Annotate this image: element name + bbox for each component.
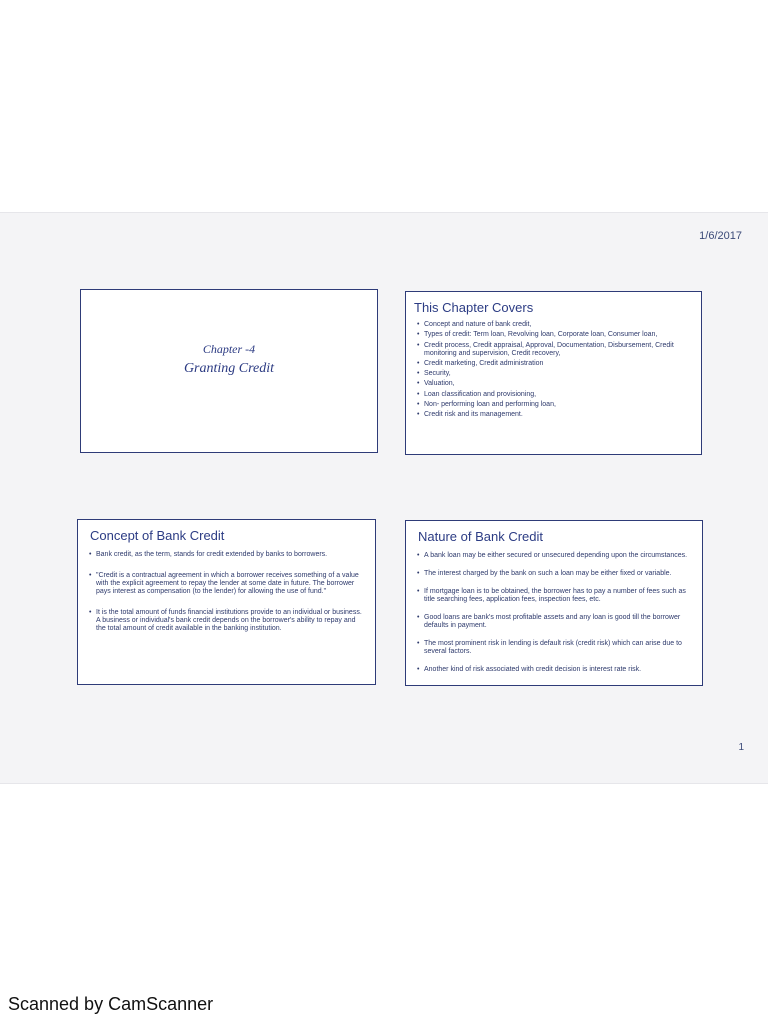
list-item: • Loan classification and provisioning,: [418, 391, 691, 399]
chapter-number: Chapter -4: [202, 342, 256, 356]
bullet-list: [406, 552, 702, 674]
handout-date: 1/6/2017: [699, 230, 742, 242]
list-item: • Good loans are bank's most profitable assets and any loan is good till the borrower defaults in payment.: [418, 614, 692, 630]
title-block: [81, 342, 377, 377]
slide-heading: Nature of Bank Credit: [418, 529, 544, 544]
slide-nature-bank-credit: [405, 520, 703, 686]
list-item: • Credit process, Credit appraisal, Approval, Documentation, Disbursement, Credit monitoring and supervision, Credit recovery,: [418, 342, 691, 358]
list-item: • Concept and nature of bank credit,: [418, 321, 691, 329]
list-item: • Valuation,: [418, 380, 691, 388]
list-item: • Credit marketing, Credit administration: [418, 360, 691, 368]
list-item: • The interest charged by the bank on such a loan may be either fixed or variable.: [418, 570, 692, 578]
list-item: • "Credit is a contractual agreement in which a borrower receives something of a value with the explicit agreement to repay the lender at some date in future. The borrower pays interest as compensation (to the lender) for allowing the use of fund.": [90, 572, 365, 596]
list-item: • Another kind of risk associated with credit decision is interest rate risk.: [418, 666, 692, 674]
chapter-title: Granting Credit: [183, 361, 275, 376]
list-item: • Security,: [418, 370, 691, 378]
list-item: • It is the total amount of funds financial institutions provide to an individual or business. A business or individual's bank credit depends on the borrower's ability to repay and the total amount of credit available in the banking institution.: [90, 609, 365, 633]
slide-concept-bank-credit: [77, 519, 376, 685]
slide-heading: This Chapter Covers: [414, 300, 534, 315]
slide-chapter-covers: [405, 291, 702, 455]
page-number: 1: [738, 742, 744, 753]
list-item: • If mortgage loan is to be obtained, the borrower has to pay a number of fees such as title searching fees, application fees, inspection fees, etc.: [418, 588, 692, 604]
list-item: • Types of credit: Term loan, Revolving loan, Corporate loan, Consumer loan,: [418, 331, 691, 339]
scanned-handout-page: [0, 212, 768, 784]
list-item: • A bank loan may be either secured or unsecured depending upon the circumstances.: [418, 552, 692, 560]
list-item: • Bank credit, as the term, stands for credit extended by banks to borrowers.: [90, 551, 365, 559]
list-item: • Non- performing loan and performing loan,: [418, 401, 691, 409]
bullet-list: [78, 551, 375, 633]
list-item: • The most prominent risk in lending is default risk (credit risk) which can arise due to several factors.: [418, 640, 692, 656]
slide-title: [80, 289, 378, 453]
list-item: • Credit risk and its management.: [418, 411, 691, 419]
slide-heading: Concept of Bank Credit: [90, 528, 225, 543]
bullet-list: [406, 321, 701, 419]
scanner-watermark: Scanned by CamScanner: [8, 994, 214, 1014]
